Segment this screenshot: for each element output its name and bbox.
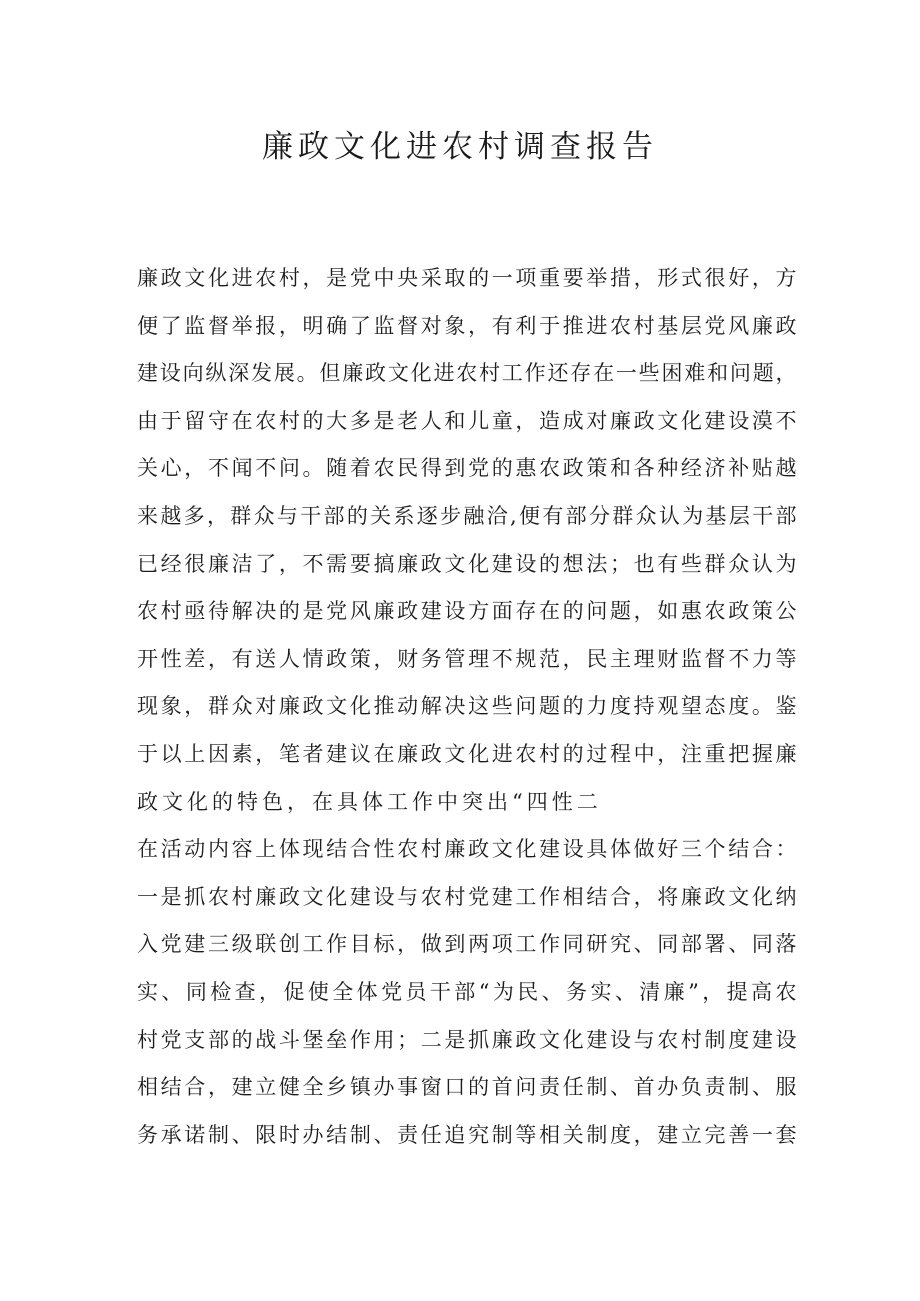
body-line: 来越多，群众与干部的关系逐步融洽,便有部分群众认为基层干部 (137, 503, 797, 528)
body-line: 开性差，有送人情政策，财务管理不规范，民主理财监督不力等 (137, 646, 797, 671)
body-line: 关心，不闻不问。随着农民得到党的惠农政策和各种经济补贴越 (137, 456, 797, 481)
body-line: 已经很廉洁了，不需要搞廉政文化建设的想法；也有些群众认为 (137, 551, 797, 576)
body-line: 由于留守在农村的大多是老人和儿童，造成对廉政文化建设漠不 (137, 408, 797, 433)
body-line: 入党建三级联创工作目标，做到两项工作同研究、同部署、同落 (137, 932, 797, 957)
body-line: 实、同检查，促使全体党员干部“为民、务实、清廉”，提高农 (137, 979, 797, 1004)
body-line: 村党支部的战斗堡垒作用；二是抓廉政文化建设与农村制度建设 (137, 1027, 797, 1052)
body-line: 务承诺制、限时办结制、责任追究制等相关制度，建立完善一套 (137, 1122, 797, 1147)
document-title: 廉政文化进农村调查报告 (262, 129, 658, 165)
body-line-paragraph-end: 政文化的特色，在具体工作中突出“四性二 (137, 789, 602, 814)
document-body (137, 255, 797, 1159)
body-line: 在活动内容上体现结合性农村廉政文化建设具体做好三个结合： (137, 837, 797, 862)
body-line: 廉政文化进农村，是党中央采取的一项重要举措，形式很好，方 (137, 266, 797, 290)
body-line: 于以上因素，笔者建议在廉政文化进农村的过程中，注重把握廉 (137, 741, 797, 766)
body-line: 现象，群众对廉政文化推动解决这些问题的力度持观望态度。鉴 (137, 694, 797, 719)
body-line: 一是抓农村廉政文化建设与农村党建工作相结合，将廉政文化纳 (137, 884, 797, 909)
body-line: 建设向纵深发展。但廉政文化进农村工作还存在一些困难和问题， (137, 361, 797, 386)
body-line: 农村亟待解决的是党风廉政建设方面存在的问题，如惠农政策公 (137, 599, 797, 624)
body-line: 便了监督举报，明确了监督对象，有利于推进农村基层党风廉政 (137, 313, 797, 338)
body-line: 相结合，建立健全乡镇办事窗口的首问责任制、首办负责制、服 (137, 1075, 797, 1100)
